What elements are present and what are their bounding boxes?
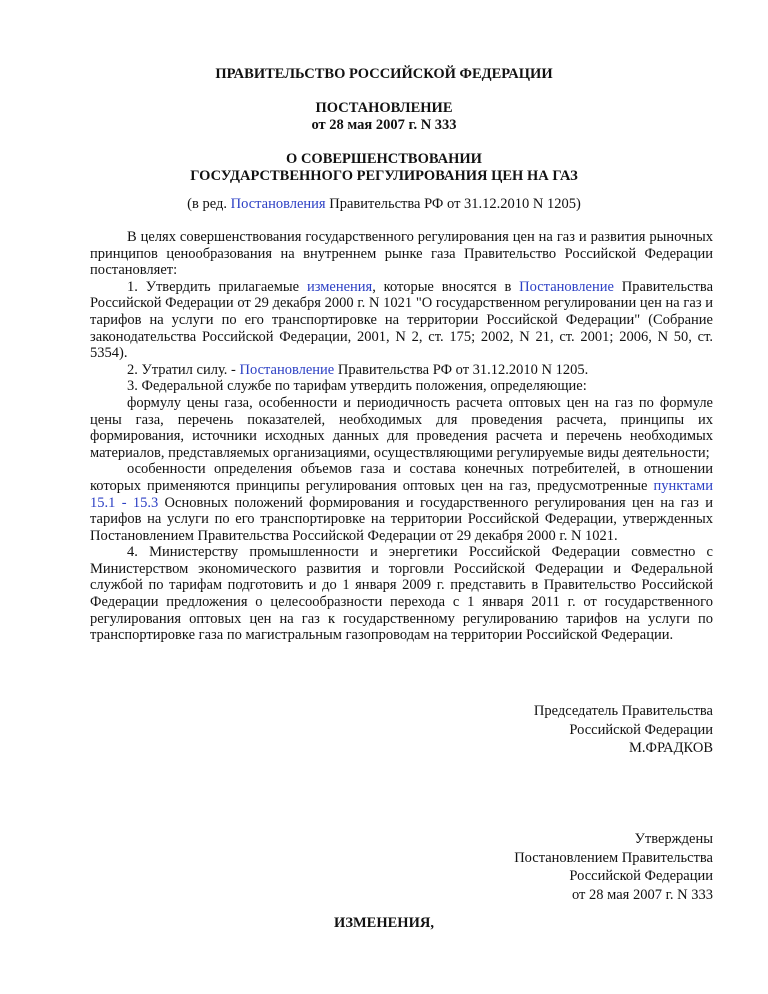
document-date-number: от 28 мая 2007 г. N 333 [311,117,457,133]
paragraph-6: 4. Министерству промышленности и энергетики Российской Федерации совместно с Министерством экономического развития и торговли Российской Федерации и Федеральной службой по тарифам подготовить и до 1 января 2009 г. представить в Правительство Российской Федерации предложения о целесообразности перехода с 1 января 2011 г. от государственного регулирования оптовых цен на газ к государственному регулированию тарифов на услуги по транспортировке газа по магистральным газопроводам на территории Российской Федерации. [90,544,713,644]
revision-prefix: (в ред. [187,196,231,212]
paragraph-1 [90,279,713,362]
changes-heading: ИЗМЕНЕНИЯ, [334,915,434,931]
paragraph-2 [90,362,713,379]
approval-block [514,830,713,904]
approval-line3: Российской Федерации [569,868,713,885]
revision-link[interactable]: Постановления [230,196,326,212]
signature-block [534,702,713,758]
clauses-link[interactable]: пунктами 15.1 - 15.3 [90,477,713,511]
paragraph-1-mid: , которые вносятся в [372,278,520,295]
repeal-resolution-link[interactable]: Постановление [239,361,335,378]
approval-line1: Утверждены [634,831,713,847]
document-title-line1: О СОВЕРШЕНСТВОВАНИИ [286,151,482,167]
document-title-line2: ГОСУДАРСТВЕННОГО РЕГУЛИРОВАНИЯ ЦЕН НА ГАЗ [190,168,578,184]
paragraph-1-start: 1. Утвердить прилагаемые [127,278,307,295]
paragraph-5 [90,461,713,544]
approval-line2: Постановлением Правительства [514,849,713,866]
revision-suffix: Правительства РФ от 31.12.2010 N 1205) [325,196,581,212]
signature-line2: Российской Федерации [569,721,713,738]
paragraph-4: формулу цены газа, особенности и периодичность расчета оптовых цен на газ по формуле цены газа, перечень показателей, необходимых для проведения расчета, принципы их формирования, источники исходных данных для проведения расчета и перечень необходимых материалов, представляемых организациями, осуществляющими регулируемые виды деятельности; [90,394,713,461]
paragraph-3: 3. Федеральной службе по тарифам утвердить положения, определяющие: [127,378,587,395]
signature-name: М.ФРАДКОВ [629,740,713,757]
revision-note [0,196,768,213]
preamble-paragraph: В целях совершенствования государственного регулирования цен на газ и развития рыночных принципов ценообразования на внутреннем рынке газа Правительство Российской Федерации постановляет: [90,229,713,279]
approval-line4: от 28 мая 2007 г. N 333 [572,886,713,903]
paragraph-2-start: 2. Утратил силу. - [127,361,240,378]
paragraph-1-end: Правительства Российской Федерации от 29 декабря 2000 г. N 1021 "О государственном регулировании цен на газ и тарифов на услуги по его транспортировке на территории Российской Федерации" (Собрание законодательства Российской Федерации, 2001, N 2, ст. 175; 2002, N 21, ст. 2001; 2006, N 50, ст. 5354). [90,278,714,362]
changes-link[interactable]: изменения [306,278,373,295]
paragraph-2-end: Правительства РФ от 31.12.2010 N 1205. [334,361,589,378]
document-type: ПОСТАНОВЛЕНИЕ [315,100,453,116]
paragraph-5-start: особенности определения объемов газа и состава конечных потребителей, в отношении которых применяются принципы регулирования оптовых цен на газ, предусмотренные [90,461,713,494]
document-body [90,229,713,644]
signature-line1: Председатель Правительства [533,703,713,719]
government-heading: ПРАВИТЕЛЬСТВО РОССИЙСКОЙ ФЕДЕРАЦИИ [215,66,553,82]
resolution-link[interactable]: Постановление [519,278,614,295]
paragraph-5-end: Основных положений формирования и государственного регулирования цен на газ и тарифов на услуги по его транспортировке на территории Российской Федерации, утвержденных Постановлением Правительства Российской Федерации от 29 декабря 2000 г. N 1021. [90,494,713,544]
